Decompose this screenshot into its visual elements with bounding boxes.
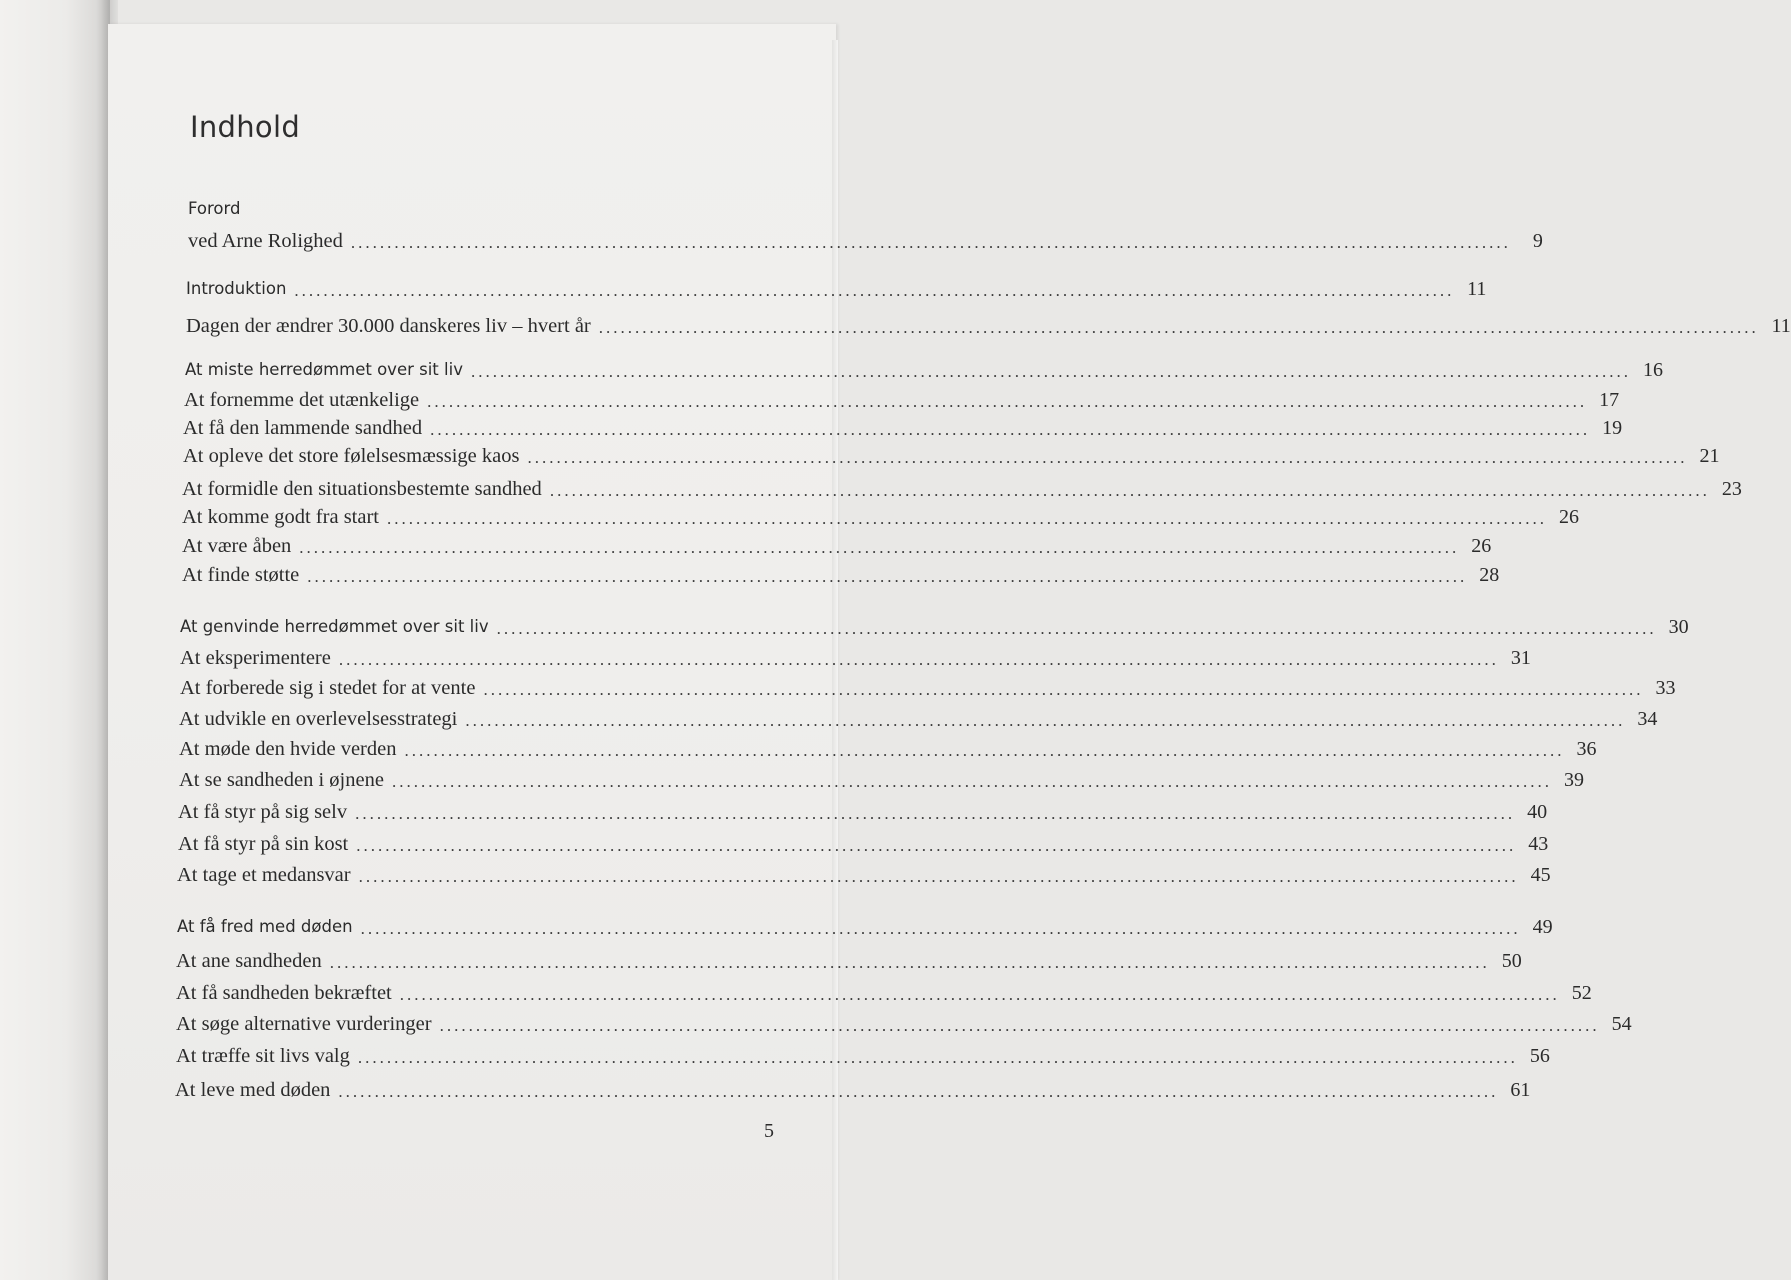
toc-label: ved Arne Rolighed (188, 230, 343, 252)
toc-page-number: 23 (1721, 478, 1742, 500)
toc-section-heading (180, 614, 1689, 640)
toc-page-number: 40 (1527, 801, 1548, 823)
toc-entry (180, 645, 1531, 671)
toc-page-number: 43 (1528, 833, 1549, 855)
dot-leader: ................................................................................................................................................................ (549, 481, 1710, 500)
toc-entry (179, 706, 1658, 732)
toc-page-number: 45 (1530, 864, 1551, 886)
toc-label: At få styr på sig selv (178, 801, 348, 823)
toc-page-number: 17 (1599, 389, 1620, 411)
toc-label: At træffe sit livs valg (176, 1045, 350, 1067)
dot-leader: ................................................................................................................................................................ (358, 867, 1519, 886)
toc-entry (182, 476, 1742, 502)
toc-page-number: 54 (1611, 1013, 1632, 1035)
dot-leader: ................................................................................................................................................................ (427, 392, 1588, 411)
toc-page-number: 11 (1467, 278, 1487, 300)
dot-leader: ................................................................................................................................................................ (465, 711, 1626, 730)
dot-leader: ................................................................................................................................................................ (399, 985, 1560, 1004)
toc-label: At eksperimentere (180, 647, 331, 669)
toc-entry (178, 799, 1548, 825)
toc-label: At fornemme det utænkelige (184, 389, 420, 411)
toc-entry (182, 533, 1492, 559)
toc-page-number: 9 (1532, 230, 1543, 252)
toc-page-number: 21 (1699, 445, 1720, 467)
dot-leader: ................................................................................................................................................................ (307, 567, 1468, 586)
dot-leader: ................................................................................................................................................................ (404, 741, 1565, 760)
toc-page-number: 30 (1668, 616, 1689, 638)
dot-leader: ................................................................................................................................................................ (470, 362, 1631, 381)
toc-page-number: 39 (1563, 769, 1584, 791)
toc-entry (176, 980, 1592, 1006)
dot-leader: ................................................................................................................................................................ (329, 953, 1490, 972)
toc-label: At opleve det store følelsesmæssige kaos (183, 445, 520, 467)
toc-label: At komme godt fra start (182, 506, 379, 528)
toc-label: At finde støtte (182, 564, 300, 586)
toc-label: At se sandheden i øjnene (179, 769, 384, 791)
toc-entry (186, 313, 1791, 339)
toc-entry (183, 443, 1720, 469)
toc-section-heading (177, 914, 1553, 940)
toc-section-heading (186, 276, 1487, 302)
dot-leader: ................................................................................................................................................................ (439, 1016, 1600, 1035)
toc-page-number: 16 (1642, 359, 1663, 381)
toc-page-number: 36 (1576, 738, 1597, 760)
toc-label: At genvinde herredømmet over sit liv (180, 617, 489, 636)
toc-entry (182, 562, 1500, 588)
toc-label: At formidle den situationsbestemte sandhed (182, 478, 542, 500)
toc-page-number: 56 (1529, 1045, 1550, 1067)
dot-leader: ................................................................................................................................................................ (350, 233, 1511, 252)
toc-label: At få styr på sin kost (178, 833, 349, 855)
toc-page-number: 52 (1571, 982, 1592, 1004)
dot-leader: ................................................................................................................................................................ (294, 281, 1455, 300)
toc-entry (176, 1043, 1550, 1069)
toc-label: Introduktion (186, 279, 287, 298)
dot-leader: ................................................................................................................................................................ (527, 448, 1688, 467)
dot-leader: ................................................................................................................................................................ (496, 619, 1657, 638)
toc-page-number: 61 (1510, 1079, 1531, 1101)
toc-label: At tage et medansvar (177, 864, 351, 886)
toc-entry (176, 1011, 1632, 1037)
toc-entry (179, 767, 1584, 793)
facing-page (0, 0, 110, 1280)
toc-label: At møde den hvide verden (179, 738, 397, 760)
toc-section-heading (188, 196, 736, 222)
toc-label: At få fred med døden (177, 917, 353, 936)
dot-leader: ................................................................................................................................................................ (598, 318, 1759, 337)
toc-label: At udvikle en overlevelsesstrategi (179, 708, 458, 730)
toc-page-number: 11 (1771, 315, 1791, 337)
toc-label: Forord (188, 199, 241, 218)
toc-page-number: 49 (1532, 916, 1553, 938)
toc-label: At søge alternative vurderinger (176, 1013, 432, 1035)
toc-entry (175, 1077, 1531, 1103)
dot-leader: ................................................................................................................................................................ (356, 836, 1517, 855)
toc-page-number: 34 (1637, 708, 1658, 730)
toc-entry (179, 736, 1597, 762)
toc-label: At få den lammende sandhed (183, 417, 423, 439)
toc-entry (188, 228, 1543, 254)
toc-entry (180, 675, 1676, 701)
toc-entry (177, 862, 1551, 888)
toc-label: At miste herredømmet over sit liv (185, 360, 463, 379)
dot-leader: ................................................................................................................................................................ (338, 650, 1499, 669)
dot-leader: ................................................................................................................................................................ (338, 1082, 1499, 1101)
toc-page-number: 31 (1510, 647, 1531, 669)
toc-label: At få sandheden bekræftet (176, 982, 392, 1004)
dot-leader: ................................................................................................................................................................ (360, 919, 1521, 938)
toc-page-number: 26 (1471, 535, 1492, 557)
toc-label: Dagen der ændrer 30.000 danskeres liv – hvert år (186, 315, 591, 337)
toc-entry (184, 387, 1620, 413)
dot-leader: ................................................................................................................................................................ (391, 772, 1552, 791)
dot-leader: ................................................................................................................................................................ (355, 804, 1516, 823)
toc-entry (183, 415, 1623, 441)
toc-page-number: 19 (1602, 417, 1623, 439)
toc-entry (182, 504, 1579, 530)
toc-page-number: 33 (1655, 677, 1676, 699)
toc-page-number: 26 (1558, 506, 1579, 528)
toc-label: At ane sandheden (176, 950, 322, 972)
toc-section-heading (185, 357, 1663, 383)
dot-leader: ................................................................................................................................................................ (299, 538, 1460, 557)
toc-page-number: 28 (1479, 564, 1500, 586)
dot-leader: ................................................................................................................................................................ (386, 509, 1547, 528)
page-number: 5 (764, 1120, 774, 1142)
toc-entry (176, 948, 1522, 974)
toc-label: At forberede sig i stedet for at vente (180, 677, 476, 699)
dot-leader: ................................................................................................................................................................ (357, 1048, 1518, 1067)
page-title: Indhold (190, 110, 301, 144)
toc-page-number: 50 (1501, 950, 1522, 972)
toc-entry (178, 831, 1549, 857)
dot-leader: ................................................................................................................................................................ (430, 420, 1591, 439)
toc-label: At være åben (182, 535, 292, 557)
dot-leader: ................................................................................................................................................................ (483, 680, 1644, 699)
toc-label: At leve med døden (175, 1079, 331, 1101)
